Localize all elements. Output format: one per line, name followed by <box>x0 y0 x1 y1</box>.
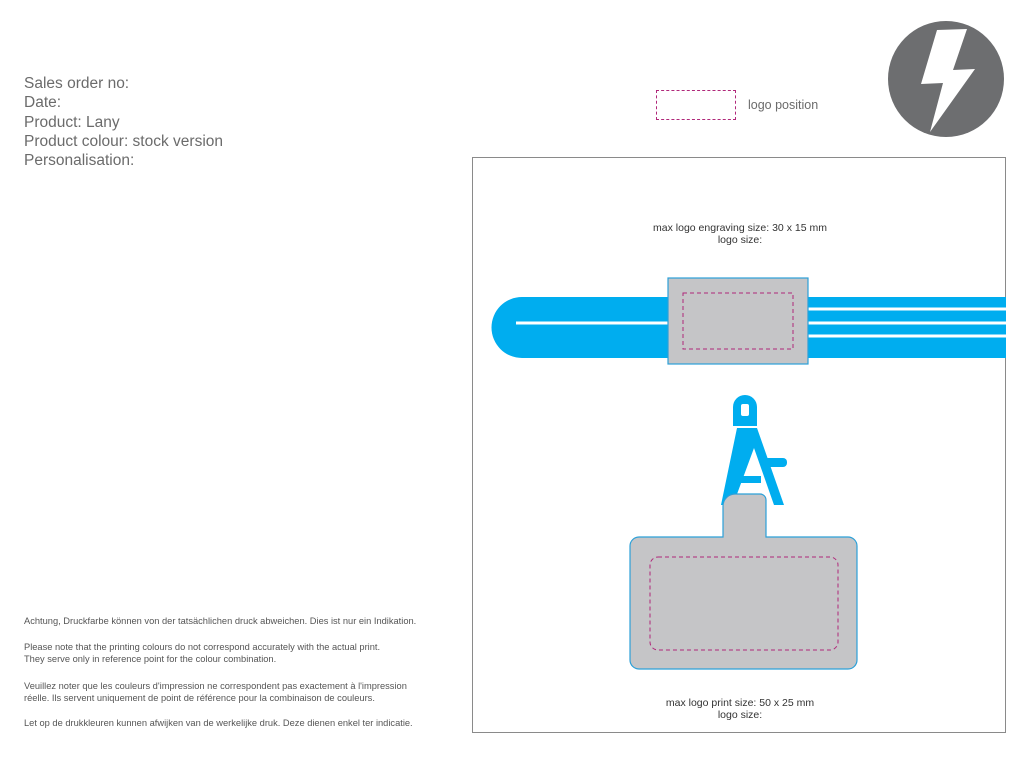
date-label: Date: <box>24 94 62 112</box>
disclaimer-french-line2: réelle. Ils servent uniquement de point de référence pour la combinaison de couleurs. <box>24 692 375 703</box>
disclaimer-dutch: Let op de drukkleuren kunnen afwijken van de werkelijke druk. Deze dienen enkel ter indicatie. <box>24 718 413 728</box>
engraving-plate <box>668 278 808 364</box>
print-plate <box>630 494 857 669</box>
print-size-label: max logo print size: 50 x 25 mm <box>665 697 815 709</box>
print-spec <box>590 697 890 721</box>
disclaimer-german: Achtung, Druckfarbe können von der tatsächlichen druck abweichen. Dies ist nur ein Indikation. <box>24 616 417 626</box>
engraving-logo-size-label: logo size: <box>717 234 763 246</box>
sales-order-label: Sales order no: <box>24 75 130 92</box>
personalisation-label: Personalisation: <box>24 152 135 170</box>
disclaimer-english-line1: Please note that the printing colours do not correspond accurately with the actual print. <box>24 642 381 652</box>
engraving-spec <box>590 222 890 246</box>
disclaimer-english <box>24 642 474 665</box>
product-colour-label: Product colour: stock version <box>24 132 224 150</box>
disclaimer-english-line2: They serve only in reference point for the colour combination. <box>24 653 277 664</box>
disclaimer-french <box>24 681 474 704</box>
product-label: Product: Lany <box>24 113 120 131</box>
engraving-size-label: max logo engraving size: 30 x 15 mm <box>653 222 827 234</box>
logo-position-legend-label: logo position <box>748 98 819 112</box>
print-logo-size-label: logo size: <box>717 709 763 721</box>
snap-hook <box>721 395 787 505</box>
disclaimer-french-line1: Veuillez noter que les couleurs d'impression ne correspondent pas exactement à l'impression <box>24 681 407 691</box>
